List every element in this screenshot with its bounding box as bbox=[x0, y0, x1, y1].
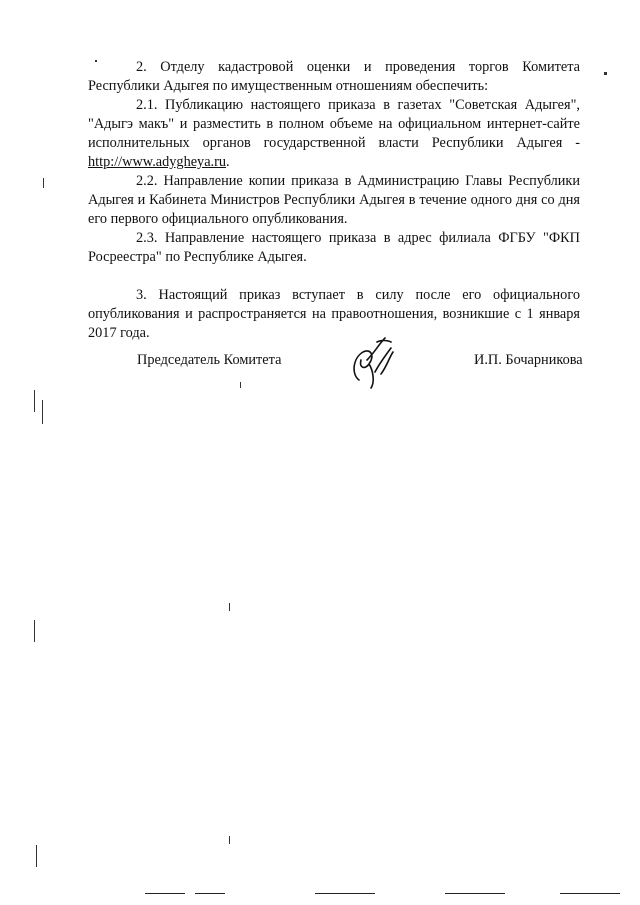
scan-speck bbox=[229, 603, 230, 611]
document-body bbox=[88, 58, 580, 343]
bottom-edge-line bbox=[560, 893, 620, 894]
bottom-edge-line bbox=[195, 893, 225, 894]
signer-name: И.П. Бочарникова bbox=[474, 352, 583, 368]
paragraph-2-2: 2.2. Направление копии приказа в Администрацию Главы Республики Адыгея и Кабинета Министров Республики Адыгея в течение одного дня со дня его первого официального опубликования. bbox=[88, 173, 580, 227]
bottom-edge-line bbox=[445, 893, 505, 894]
scan-speck bbox=[240, 382, 241, 388]
position-title: Председатель Комитета bbox=[137, 352, 282, 368]
bottom-edge-line bbox=[145, 893, 185, 894]
paragraph-2-3: 2.3. Направление настоящего приказа в адрес филиала ФГБУ "ФКП Росреестра" по Республике Адыгея. bbox=[88, 230, 580, 265]
scan-speck bbox=[229, 836, 230, 844]
paragraph-2-1-text: 2.1. Публикацию настоящего приказа в газетах "Советская Адыгея", "Адыгэ макъ" и разместить в полном объеме на официальном интернет-сайте исполнительных органов государственной власти Республики Адыгея - bbox=[88, 97, 580, 151]
signature-row bbox=[0, 352, 640, 392]
scan-speck bbox=[604, 72, 607, 75]
paragraph-2: 2. Отделу кадастровой оценки и проведения торгов Комитета Республики Адыгея по имущественным отношениям обеспечить: bbox=[88, 59, 580, 94]
scan-speck bbox=[43, 178, 44, 188]
scan-speck bbox=[36, 845, 37, 867]
scan-speck bbox=[34, 620, 35, 642]
handwritten-signature bbox=[345, 330, 405, 390]
bottom-edge-line bbox=[315, 893, 375, 894]
paragraph-2-1 bbox=[88, 96, 580, 172]
paragraph-2-1-end: . bbox=[226, 154, 230, 170]
scan-speck bbox=[95, 60, 97, 62]
scan-speck bbox=[42, 400, 43, 424]
scan-speck bbox=[34, 390, 35, 412]
website-link[interactable]: http://www.adygheya.ru bbox=[88, 154, 227, 170]
paragraph-3: 3. Настоящий приказ вступает в силу после его официального опубликования и распространяется на правоотношения, возникшие с 1 января 2017 года. bbox=[88, 287, 580, 341]
